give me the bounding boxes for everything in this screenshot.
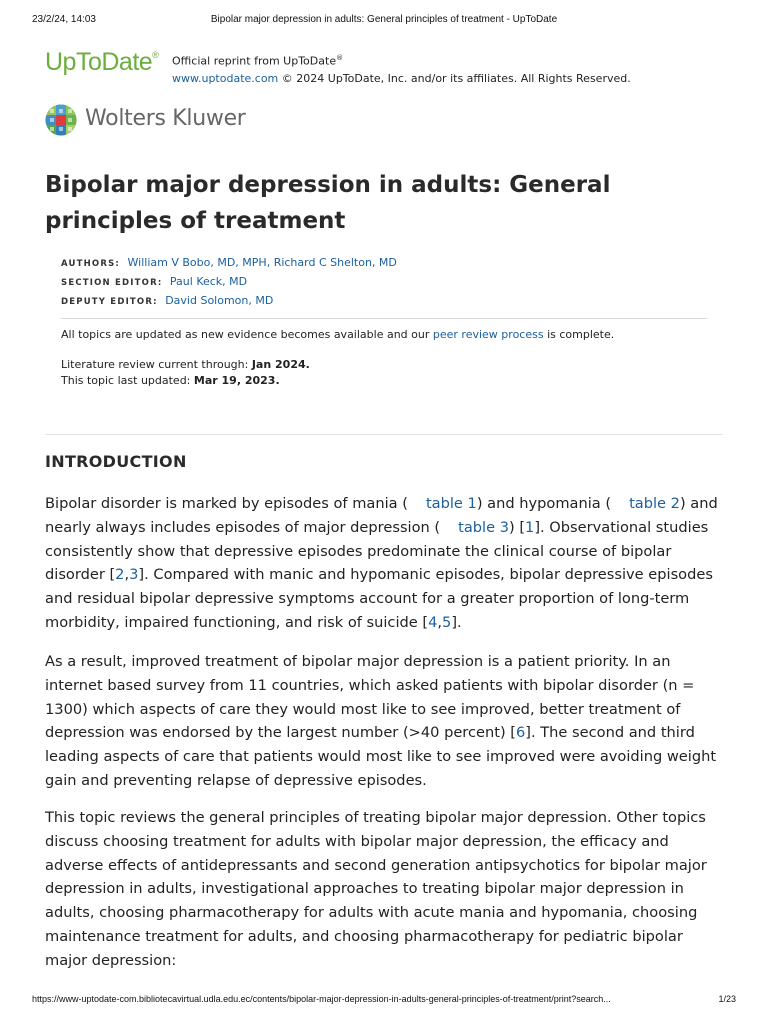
last-updated-row	[61, 373, 721, 389]
text-span: ,	[124, 566, 130, 584]
review-dates	[61, 357, 721, 389]
paragraph	[45, 492, 725, 635]
notice-text: All topics are updated as new evidence becomes available and our	[61, 328, 433, 341]
deputy-editor-row	[61, 292, 721, 311]
reprint-line: Official reprint from UpToDate	[172, 54, 337, 68]
text-span: ) and nearly always includes episodes of major depression (	[45, 495, 718, 536]
lit-review-label: Literature review current through:	[61, 358, 252, 371]
uptodate-logo-text: UpToDate	[45, 48, 153, 76]
reference-link[interactable]: 2	[115, 566, 125, 584]
reprint-notice	[172, 50, 672, 87]
authors-row	[61, 254, 721, 273]
last-updated-label: This topic last updated:	[61, 374, 194, 387]
deputy-editor-link[interactable]: David Solomon, MD	[165, 294, 274, 307]
lit-review-row	[61, 357, 721, 373]
copyright-text: © 2024 UpToDate, Inc. and/or its affiliates. All Rights Reserved.	[281, 71, 631, 85]
update-notice	[61, 326, 721, 343]
print-date: 23/2/24, 14:03	[32, 14, 96, 25]
last-updated-date: Mar 19, 2023.	[193, 374, 280, 387]
section-editor-link[interactable]: Paul Keck, MD	[169, 275, 248, 288]
text-span: ]. The second and third leading aspects of care that patients would most like to see improved were avoiding weight gain and preventing relapse of depressive episodes.	[45, 724, 717, 789]
authors-label: AUTHORS:	[61, 259, 121, 269]
section-editor-row	[61, 273, 721, 292]
print-page-title: Bipolar major depression in adults: General principles of treatment - UpToDate	[210, 14, 558, 25]
section-heading: INTRODUCTION	[45, 452, 187, 471]
uptodate-logo	[45, 48, 158, 77]
table-1-link[interactable]: table 1	[425, 495, 477, 512]
print-url: https://www-uptodate-com.bibliotecavirtual.udla.edu.ec/contents/bipolar-major-depression-in-adults-general-principles-of-treatment/print?search...	[32, 994, 611, 1004]
page-number: 1/23	[718, 994, 736, 1004]
article-credits	[61, 254, 721, 311]
article-title: Bipolar major depression in adults: General principles of treatment	[45, 172, 611, 234]
wk-globe-icon	[45, 104, 77, 136]
deputy-editor-label: DEPUTY EDITOR:	[61, 297, 158, 307]
reference-link[interactable]: 5	[442, 613, 452, 631]
divider	[61, 318, 707, 319]
uptodate-site-link[interactable]: www.uptodate.com	[172, 71, 279, 85]
text-span: ) [	[509, 518, 526, 536]
reference-link[interactable]: 4	[428, 613, 438, 631]
lit-review-date: Jan 2024.	[251, 358, 310, 371]
text-span: As a result, improved treatment of bipolar major depression is a patient priority. In an internet based survey from 11 countries, which asked patients with bipolar disorder (n = 1300) which aspects of care they would most like to see improved, better treatment of depression was endorsed by the largest number (>40 percent) [	[45, 653, 695, 742]
registered-mark: ®	[336, 54, 344, 62]
authors-link[interactable]: William V Bobo, MD, MPH, Richard C Shelton, MD	[127, 256, 397, 269]
reference-link[interactable]: 3	[129, 566, 139, 584]
text-span: ,	[437, 613, 443, 631]
peer-review-link[interactable]: peer review process	[432, 328, 544, 341]
text-span: ]. Observational studies consistently show that depressive episodes predominate the clinical course of bipolar disorder [	[45, 518, 709, 584]
text-span: ].	[451, 613, 462, 631]
text-span: Bipolar disorder is marked by episodes of mania (	[45, 495, 408, 512]
table-3-link[interactable]: table 3	[458, 518, 509, 536]
notice-text-end: is complete.	[543, 328, 615, 341]
text-span: ]. Compared with manic and hypomanic episodes, bipolar depressive episodes and residual bipolar depressive symptoms account for a greater proportion of long-term morbidity, impaired functioning, and risk of suicide [	[45, 566, 713, 631]
reference-link[interactable]: 1	[525, 518, 535, 536]
text-span: ) and hypomania (	[476, 495, 612, 512]
paragraph: This topic reviews the general principles of treating bipolar major depression. Other topics discuss choosing treatment for adults with bipolar major depression, the efficacy and adverse effects of antidepressants and second generation antipsychotics for bipolar major depression in adults, investigational approaches to treating bipolar major depression in adults, choosing pharmacotherapy for adults with acute mania and hypomania, choosing maintenance treatment for adults, and choosing pharmacotherapy for pediatric bipolar major depression:	[45, 809, 707, 969]
section-editor-label: SECTION EDITOR:	[61, 278, 163, 288]
wk-logo-text: Wolters Kluwer	[85, 106, 246, 131]
table-2-link[interactable]: table 2	[629, 495, 680, 512]
divider	[45, 434, 723, 435]
registered-mark: ®	[152, 50, 159, 60]
reference-link[interactable]: 6	[516, 724, 526, 742]
paragraph	[45, 650, 725, 793]
